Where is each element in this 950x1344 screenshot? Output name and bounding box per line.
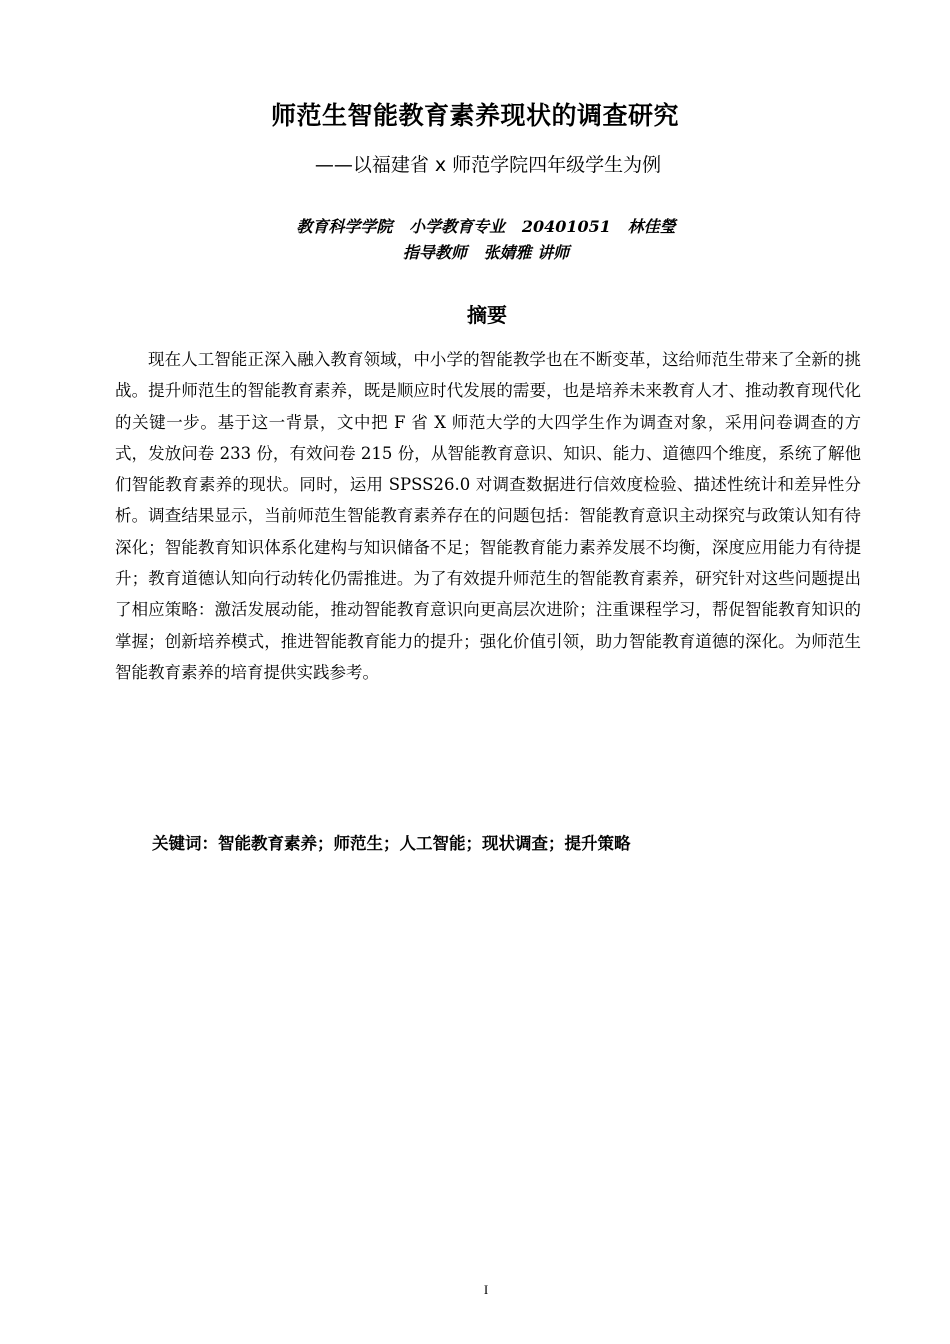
advisor-line: 指导教师 张婧雅 讲师 — [402, 243, 570, 262]
abstract-heading: 摘要 — [467, 303, 507, 327]
paper-subtitle: ——以福建省 x 师范学院四年级学生为例 — [314, 154, 662, 176]
paper-title: 师范生智能教育素养现状的调查研究 — [270, 101, 679, 130]
keywords-line: 关键词：智能教育素养；师范生；人工智能；现状调查；提升策略 — [152, 834, 631, 853]
abstract-body: 现在人工智能正深入融入教育领域，中小学的智能教学也在不断变革，这给师范生带来了全新的挑战。提升师范生的智能教育素养，既是顺应时代发展的需要，也是培养未来教育人才、推动教育现代化的关键一步。基于这一背景，文中把 F 省 X 师范大学的大四学生作为调查对象，采用问卷调查的方式，发放问卷 233 份，有效问卷 215 份，从智能教育意识、知识、能力、道德四个维度，系统了解他们智能教育素养的现状。同时，运用 SPSS26.0 对调查数据进行信效度检验、描述性统计和差异性分析。调查结果显示，当前师范生智能教育素养存在的问题包括：智能教育意识主动探究与政策认知有待深化；智能教育知识体系化建构与知识储备不足；智能教育能力素养发展不均衡，深度应用能力有待提升；教育道德认知向行动转化仍需推进。为了有效提升师范生的智能教育素养，研究针对这些问题提出了相应策略：激活发展动能，推动智能教育意识向更高层次进阶；注重课程学习，帮促智能教育知识的掌握；创新培养模式，推进智能教育能力的提升；强化价值引领，助力智能教育道德的深化。为师范生智能教育素养的培育提供实践参考。 — [115, 350, 861, 682]
author-line: 教育科学学院 小学教育专业 20401051 林佳瑩 — [296, 217, 676, 236]
page-number: I — [483, 1282, 489, 1297]
